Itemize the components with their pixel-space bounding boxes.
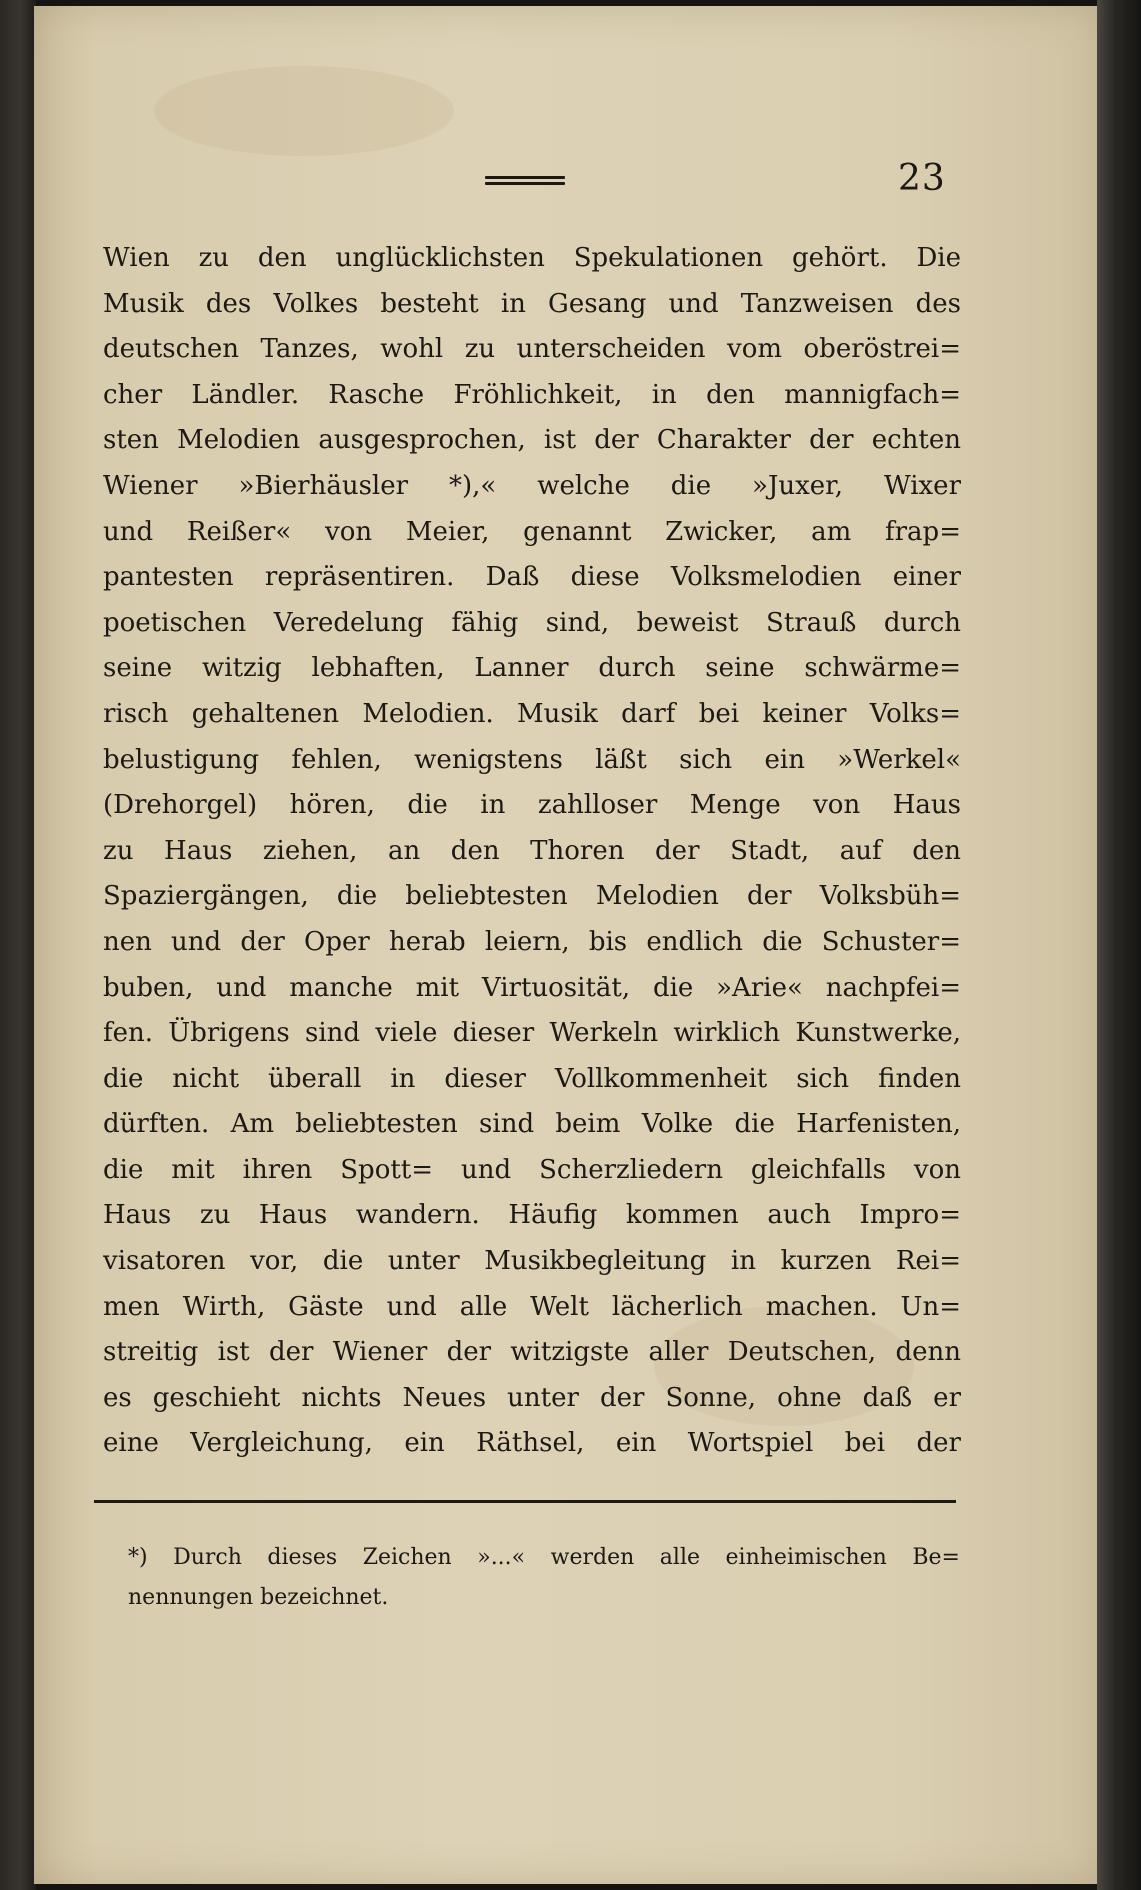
footnote: [128, 1538, 960, 1618]
footnote-divider: [94, 1500, 956, 1503]
text-line: cher Ländler. Rasche Fröhlichkeit, in den mannigfach=: [103, 379, 961, 410]
text-line: zu Haus ziehen, an den Thoren der Stadt, auf den: [103, 835, 961, 866]
footnote-line: nennungen bezeichnet.: [128, 1585, 389, 1610]
text-line: seine witzig lebhaften, Lanner durch seine schwärme=: [103, 653, 961, 684]
paper-stain: [154, 66, 454, 156]
page-number: 23: [898, 158, 946, 199]
text-line: men Wirth, Gäste und alle Welt lächerlich machen. Un=: [103, 1291, 961, 1322]
text-line: Spaziergängen, die beliebtesten Melodien der Volksbüh=: [103, 881, 961, 912]
text-line: Wien zu den unglücklichsten Spekulationen gehört. Die: [103, 243, 961, 273]
text-line: poetischen Veredelung fähig sind, beweist Strauß durch: [103, 607, 961, 638]
text-line: fen. Übrigens sind viele dieser Werkeln wirklich Kunstwerke,: [103, 1018, 961, 1049]
text-line: (Drehorgel) hören, die in zahlloser Menge von Haus: [103, 790, 961, 821]
text-line: nen und der Oper herab leiern, bis endlich die Schuster=: [103, 926, 961, 957]
text-line: deutschen Tanzes, wohl zu unterscheiden vom oberöstrei=: [103, 334, 961, 365]
footnote-line: *) Durch dieses Zeichen »...« werden alle einheimischen Be=: [128, 1545, 960, 1570]
header-double-rule: [485, 176, 565, 185]
text-line: die nicht überall in dieser Vollkommenheit sich finden: [103, 1063, 961, 1094]
text-line: risch gehaltenen Melodien. Musik darf bei keiner Volks=: [103, 698, 961, 729]
text-line: visatoren vor, die unter Musikbegleitung in kurzen Rei=: [103, 1246, 961, 1277]
book-spine: [0, 0, 36, 1890]
page-edge: [1097, 0, 1141, 1890]
text-line: pantesten repräsentiren. Daß diese Volksmelodien einer: [103, 562, 961, 593]
text-line: eine Vergleichung, ein Räthsel, ein Wortspiel bei der: [103, 1428, 961, 1459]
text-line: belustigung fehlen, wenigstens läßt sich ein »Werkel«: [103, 744, 961, 775]
text-line: streitig ist der Wiener der witzigste aller Deutschen, denn: [103, 1337, 961, 1368]
header-rule-line: [485, 182, 565, 185]
text-line: Haus zu Haus wandern. Häufig kommen auch Impro=: [103, 1200, 961, 1231]
text-line: und Reißer« von Meier, genannt Zwicker, am frap=: [103, 516, 961, 547]
text-line: Musik des Volkes besteht in Gesang und Tanzweisen des: [103, 288, 961, 319]
text-line: sten Melodien ausgesprochen, ist der Charakter der echten: [103, 425, 961, 456]
text-line: die mit ihren Spott= und Scherzliedern gleichfalls von: [103, 1154, 961, 1185]
text-line: buben, und manche mit Virtuosität, die »Arie« nachpfei=: [103, 972, 961, 1003]
text-line: es geschieht nichts Neues unter der Sonne, ohne daß er: [103, 1382, 961, 1413]
text-line: dürften. Am beliebtesten sind beim Volke die Harfenisten,: [103, 1109, 961, 1140]
body-text: [103, 236, 961, 1467]
header-rule-line: [485, 176, 565, 179]
text-line: Wiener »Bierhäusler *),« welche die »Juxer, Wixer: [103, 470, 961, 501]
